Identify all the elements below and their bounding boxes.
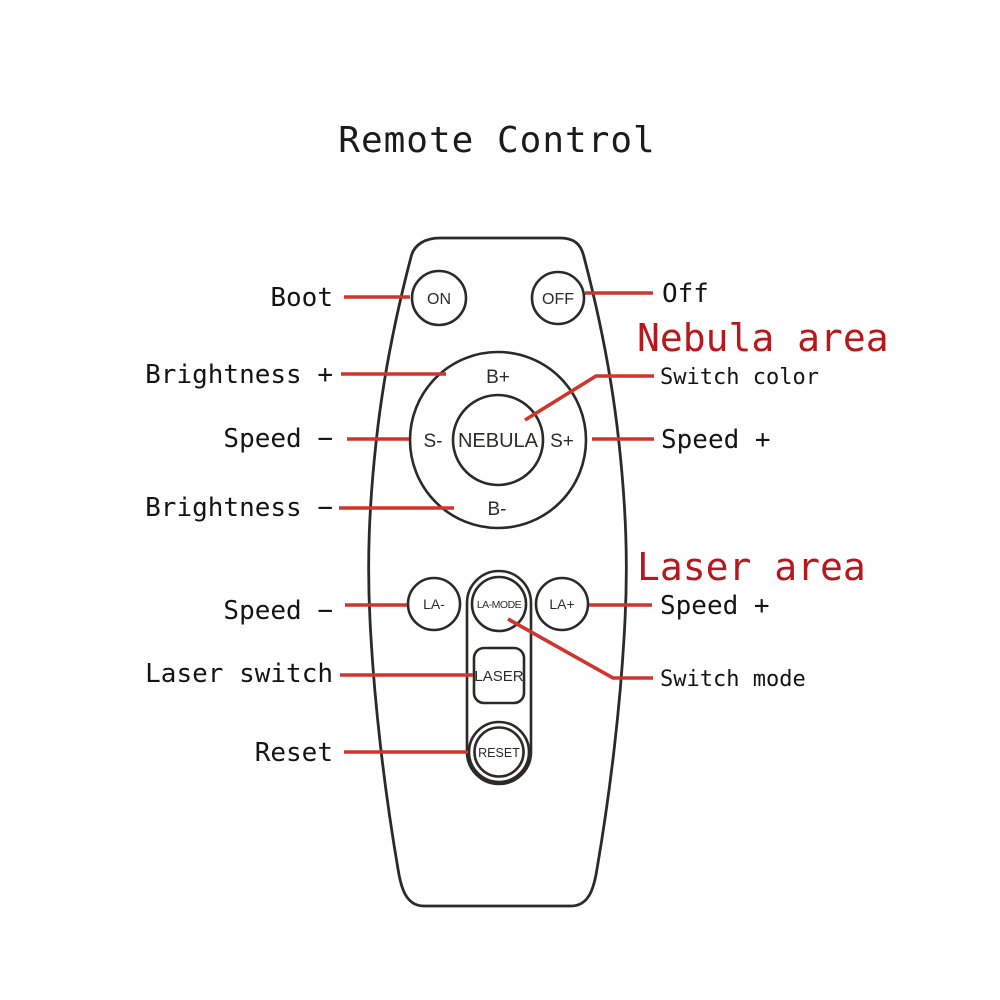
off-button-label: OFF xyxy=(542,291,574,308)
laser-plus-button-label: LA+ xyxy=(549,596,575,612)
annotation-speed-plus-nebula: Speed + xyxy=(661,425,771,455)
page-title: Remote Control xyxy=(338,120,656,161)
section-header-laser: Laser area xyxy=(637,545,866,589)
annotation-laser-switch: Laser switch xyxy=(145,659,333,689)
annotation-brightness-plus: Brightness + xyxy=(145,360,333,390)
laser-mode-button-label: LA-MODE xyxy=(476,599,522,611)
speed-plus-button-label: S+ xyxy=(550,431,574,452)
annotation-off: Off xyxy=(662,279,709,309)
annotation-speed-plus-laser: Speed + xyxy=(660,591,770,621)
annotation-speed-minus-laser: Speed − xyxy=(223,596,333,626)
annotation-brightness-minus: Brightness − xyxy=(145,493,333,523)
annotation-switch-color: Switch color xyxy=(660,365,819,390)
laser-minus-button-label: LA- xyxy=(423,596,445,612)
annotation-reset: Reset xyxy=(254,738,333,768)
annotation-switch-mode: Switch mode xyxy=(660,667,806,692)
on-button-label: ON xyxy=(427,291,451,308)
speed-minus-button-label: S- xyxy=(423,431,443,452)
laser-button-label: LASER xyxy=(474,668,524,685)
section-header-nebula: Nebula area xyxy=(637,316,889,360)
nebula-pad xyxy=(410,352,586,528)
annotation-speed-minus-nebula: Speed − xyxy=(223,424,333,454)
reset-button-label: RESET xyxy=(478,746,520,760)
brightness-minus-button-label: B- xyxy=(487,499,507,520)
brightness-plus-button-label: B+ xyxy=(486,367,510,388)
nebula-button-label: NEBULA xyxy=(457,430,539,452)
annotation-boot: Boot xyxy=(270,283,333,313)
